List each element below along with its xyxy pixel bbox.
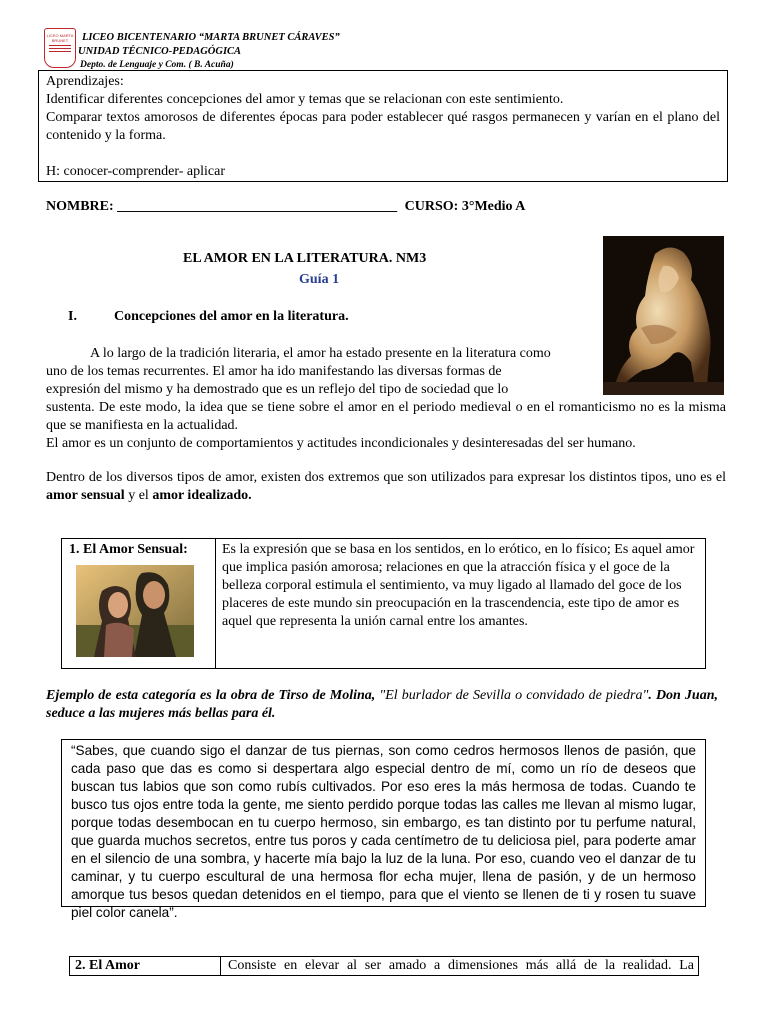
quote-box: “Sabes, que cuando sigo el danzar de tus piernas, son como cedros hermosos llenos de pasión, que cada paso que das es como si despertara algo especial dentro de mí, como un río de deseos que buscan tus labios que son como rubís cultivados. Por eso eres la más hermosa de todas. Cuando te busco tus ojos entre toda la gente, me siento perdido porque todas las calles me llevan al mismo lugar, porque todas desembocan en tu cuerpo hermoso, sin embargo, es tan distinto por tu perfume natural, que guarda muchos secretos, entre tus poros y cada centímetro de tu deliciosa piel, para poderte amar en el silencio de una sombra, y hacerte mía bajo la luz de la luna. Por eso, cuando veo el danzar de tu caminar, y tu cuerpo escultural de una hermosa flor echa mujer, llena de pasión, y de un hermoso amorque tus besos quedan detenidos en el tiempo, para que el viento se llenen de ti y rosen tu suave piel color canela”. xyxy=(61,739,706,907)
example-don-juan: . Don Juan, seduce a las mujeres más bellas para él. xyxy=(46,688,719,721)
couple-photo xyxy=(76,565,194,657)
sensual-love-table xyxy=(61,538,706,669)
intro-rest: sustenta. De este modo, la idea que se tiene sobre el amor en el periodo medieval o en el romanticismo no es la misma que se manifiesta en la actualidad. xyxy=(46,400,726,433)
idealized-love-table xyxy=(69,956,699,976)
sensual-love-term: amor sensual xyxy=(46,488,125,503)
course-label: CURSO: 3°Medio A xyxy=(404,199,526,214)
section-number: I. xyxy=(68,309,77,324)
intro-line-2: uno de los temas recurrentes. El amor ha ido manifestando las diversas formas de xyxy=(46,364,502,379)
love-types-paragraph xyxy=(46,469,726,505)
objectives-heading: Aprendizajes: xyxy=(46,74,124,89)
unit-name: UNIDAD TÉCNICO-PEDAGÓGICA xyxy=(78,46,242,57)
intro-line-1: A lo largo de la tradición literaria, el amor ha estado presente en la literatura como xyxy=(90,346,551,361)
school-logo xyxy=(44,28,76,68)
objective-1: Identificar diferentes concepciones del amor y temas que se relacionan con este sentimiento. xyxy=(46,92,564,107)
types-conjunction: y el xyxy=(124,488,153,503)
student-name-line xyxy=(46,199,525,215)
objective-2: Comparar textos amorosos de diferentes épocas para poder establecer qué rasgos permanecen y varían en el plano del contenido y la forma. xyxy=(46,110,720,143)
skills-line: H: conocer-comprender- aplicar xyxy=(46,164,226,179)
document-title: EL AMOR EN LA LITERATURA. NM3 xyxy=(183,251,427,266)
sensual-love-label: 1. El Amor Sensual: xyxy=(69,542,188,557)
example-paragraph xyxy=(46,687,718,723)
example-work-title: "El burlador de Sevilla o convidado de piedra" xyxy=(379,688,649,703)
name-label: NOMBRE: ________________________________________ xyxy=(46,199,398,214)
types-text: Dentro de los diversos tipos de amor, existen dos extremos que son utilizados para expresar los distintos tipos, uno es el xyxy=(46,470,726,485)
intro-paragraph xyxy=(46,345,726,453)
department-name: Depto. de Lenguaje y Com. ( B. Acuña) xyxy=(80,60,234,70)
sensual-love-description: Es la expresión que se basa en los sentidos, en lo erótico, en lo físico; Es aquel amor que implica pasión amorosa; relaciones en que la atracción física y el goce de la belleza corporal estimula el sentimiento, va muy ligado al llamado del goce de los placeres de este mundo sin preocupación en la trascendencia, este tipo de amor es aquel que representa la unión carnal entre los amantes. xyxy=(222,542,695,629)
section-heading xyxy=(68,309,349,325)
sensual-love-label-cell xyxy=(62,539,216,668)
love-definition: El amor es un conjunto de comportamientos y actitudes incondicionales y desinteresadas del ser humano. xyxy=(46,436,636,451)
logo-text: LICEO MARTA BRUNET xyxy=(46,33,74,43)
idealized-love-description: Consiste en elevar al ser amado a dimensiones más allá de la realidad. La xyxy=(228,958,694,973)
intro-line-3: expresión del mismo y ha demostrado que es un reflejo del tipo de sociedad que lo xyxy=(46,382,509,397)
guide-number: Guía 1 xyxy=(299,272,340,287)
idealized-love-term: amor idealizado. xyxy=(152,488,252,503)
learning-objectives-box xyxy=(38,70,728,182)
example-intro: Ejemplo de esta categoría es la obra de Tirso de Molina, xyxy=(46,688,380,703)
section-title: Concepciones del amor en la literatura. xyxy=(114,309,349,324)
school-name: LICEO BICENTENARIO “MARTA BRUNET CÁRAVES” xyxy=(82,32,340,43)
idealized-love-label: 2. El Amor xyxy=(70,957,221,975)
